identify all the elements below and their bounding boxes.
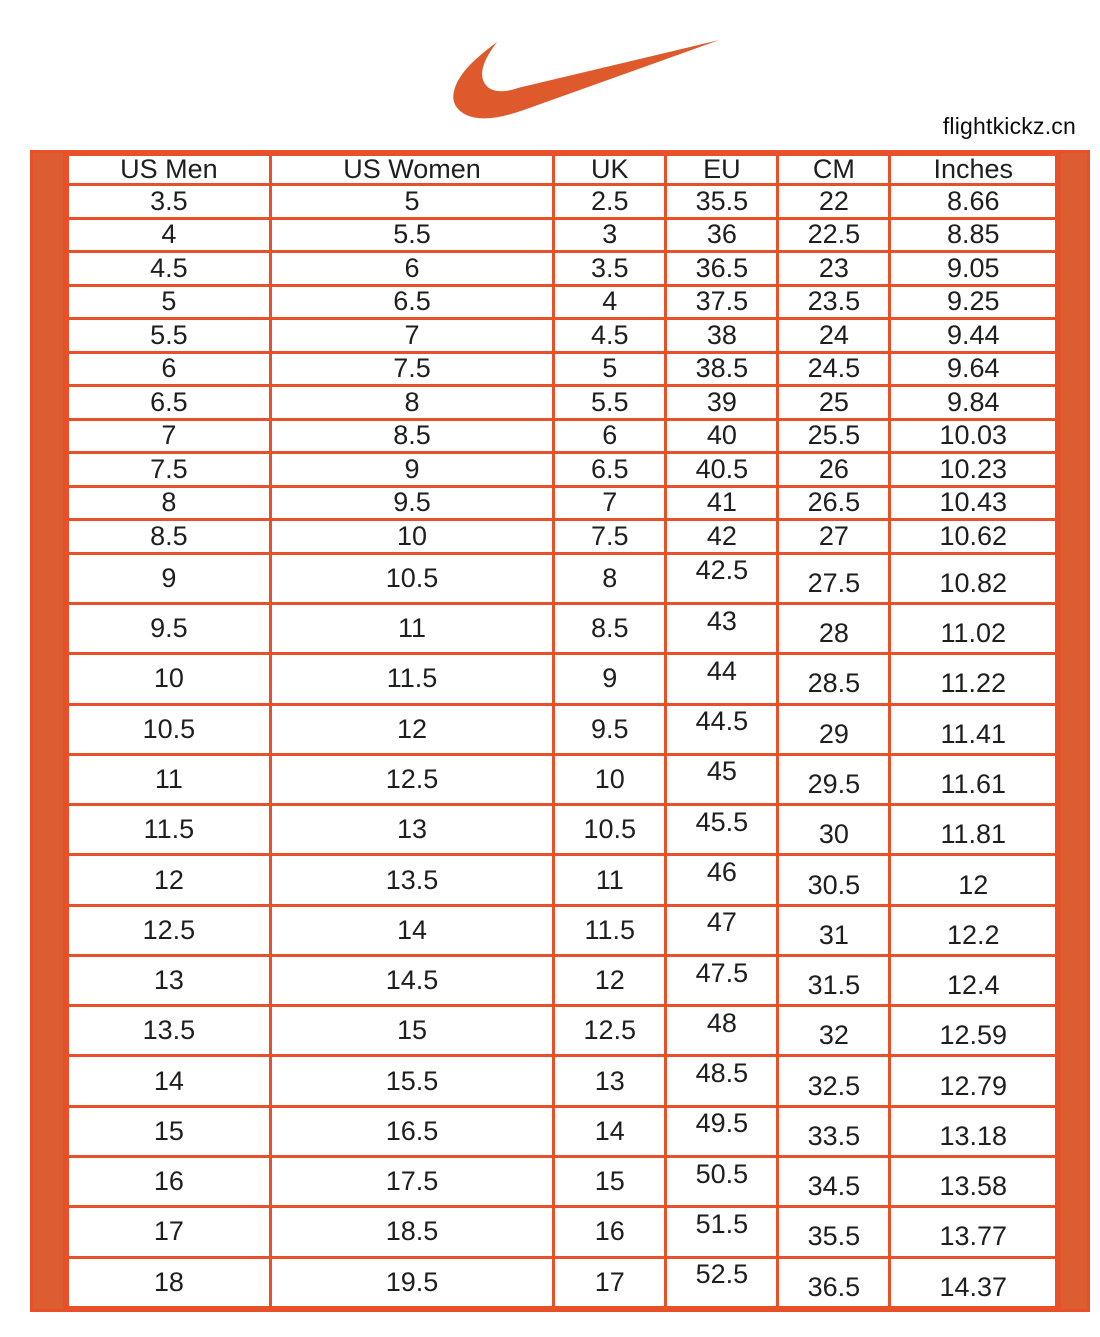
table-cell: 13 bbox=[270, 805, 553, 855]
table-cell: 6 bbox=[270, 252, 553, 286]
table-row bbox=[68, 285, 1057, 319]
table-cell: 5 bbox=[554, 352, 666, 386]
table-cell: 9.5 bbox=[554, 704, 666, 754]
table-cell: 3.5 bbox=[68, 185, 271, 219]
table-cell: 11 bbox=[68, 754, 271, 804]
table-cell: 10 bbox=[68, 654, 271, 704]
table-cell: 10 bbox=[270, 520, 553, 554]
table-row bbox=[68, 955, 1057, 1005]
table-cell: 24.5 bbox=[778, 352, 890, 386]
table-cell: 46 bbox=[666, 855, 778, 905]
table-cell: 10.5 bbox=[270, 553, 553, 603]
table-cell: 23.5 bbox=[778, 285, 890, 319]
table-cell: 12 bbox=[890, 855, 1057, 905]
table-cell: 15 bbox=[270, 1006, 553, 1056]
table-row bbox=[68, 905, 1057, 955]
table-cell: 42 bbox=[666, 520, 778, 554]
table-row bbox=[68, 1006, 1057, 1056]
table-cell: 19.5 bbox=[270, 1257, 553, 1307]
table-cell: 7 bbox=[554, 486, 666, 520]
table-cell: 13.77 bbox=[890, 1207, 1057, 1257]
table-cell: 52.5 bbox=[666, 1257, 778, 1307]
table-cell: 14 bbox=[554, 1106, 666, 1156]
table-cell: 22 bbox=[778, 185, 890, 219]
table-cell: 16 bbox=[554, 1207, 666, 1257]
table-cell: 34.5 bbox=[778, 1157, 890, 1207]
table-cell: 44.5 bbox=[666, 704, 778, 754]
table-cell: 35.5 bbox=[666, 185, 778, 219]
table-cell: 5 bbox=[270, 185, 553, 219]
table-cell: 4.5 bbox=[554, 319, 666, 353]
table-row bbox=[68, 654, 1057, 704]
nike-swoosh-logo bbox=[453, 27, 721, 119]
table-cell: 33.5 bbox=[778, 1106, 890, 1156]
table-cell: 23 bbox=[778, 252, 890, 286]
table-cell: 14 bbox=[270, 905, 553, 955]
table-row bbox=[68, 1207, 1057, 1257]
table-cell: 11.41 bbox=[890, 704, 1057, 754]
table-cell: 5.5 bbox=[68, 319, 271, 353]
table-row bbox=[68, 185, 1057, 219]
table-cell: 51.5 bbox=[666, 1207, 778, 1257]
table-row bbox=[68, 486, 1057, 520]
table-cell: 40.5 bbox=[666, 453, 778, 487]
column-header-eu: EU bbox=[666, 155, 778, 185]
table-cell: 45 bbox=[666, 754, 778, 804]
table-cell: 30 bbox=[778, 805, 890, 855]
table-cell: 13.18 bbox=[890, 1106, 1057, 1156]
table-cell: 13 bbox=[554, 1056, 666, 1106]
table-cell: 6.5 bbox=[270, 285, 553, 319]
column-header-cm: CM bbox=[778, 155, 890, 185]
table-cell: 27 bbox=[778, 520, 890, 554]
table-cell: 9.05 bbox=[890, 252, 1057, 286]
table-cell: 9.25 bbox=[890, 285, 1057, 319]
table-cell: 12.5 bbox=[68, 905, 271, 955]
table-cell: 43 bbox=[666, 603, 778, 653]
table-cell: 11 bbox=[554, 855, 666, 905]
table-cell: 7 bbox=[270, 319, 553, 353]
table-cell: 10.5 bbox=[68, 704, 271, 754]
table-cell: 9 bbox=[554, 654, 666, 704]
table-cell: 5 bbox=[68, 285, 271, 319]
table-cell: 41 bbox=[666, 486, 778, 520]
table-cell: 12.5 bbox=[270, 754, 553, 804]
table-cell: 36.5 bbox=[778, 1257, 890, 1307]
table-cell: 9.5 bbox=[270, 486, 553, 520]
table-row bbox=[68, 218, 1057, 252]
table-cell: 10 bbox=[554, 754, 666, 804]
table-cell: 25.5 bbox=[778, 419, 890, 453]
table-cell: 9.64 bbox=[890, 352, 1057, 386]
table-cell: 6.5 bbox=[68, 386, 271, 420]
table-cell: 3 bbox=[554, 218, 666, 252]
table-cell: 8 bbox=[270, 386, 553, 420]
table-cell: 13.5 bbox=[270, 855, 553, 905]
table-row bbox=[68, 1056, 1057, 1106]
table-cell: 6 bbox=[554, 419, 666, 453]
table-cell: 45.5 bbox=[666, 805, 778, 855]
table-cell: 8.5 bbox=[270, 419, 553, 453]
table-row bbox=[68, 252, 1057, 286]
table-cell: 39 bbox=[666, 386, 778, 420]
table-cell: 25 bbox=[778, 386, 890, 420]
table-cell: 7 bbox=[68, 419, 271, 453]
table-cell: 32.5 bbox=[778, 1056, 890, 1106]
table-cell: 18 bbox=[68, 1257, 271, 1307]
table-cell: 27.5 bbox=[778, 553, 890, 603]
table-cell: 5.5 bbox=[270, 218, 553, 252]
table-cell: 5.5 bbox=[554, 386, 666, 420]
column-header-uk: UK bbox=[554, 155, 666, 185]
table-cell: 29.5 bbox=[778, 754, 890, 804]
table-cell: 6 bbox=[68, 352, 271, 386]
table-row bbox=[68, 319, 1057, 353]
table-cell: 31 bbox=[778, 905, 890, 955]
table-cell: 26 bbox=[778, 453, 890, 487]
table-cell: 11.5 bbox=[270, 654, 553, 704]
table-row bbox=[68, 805, 1057, 855]
table-cell: 30.5 bbox=[778, 855, 890, 905]
table-cell: 50.5 bbox=[666, 1157, 778, 1207]
table-cell: 47.5 bbox=[666, 955, 778, 1005]
table-cell: 37.5 bbox=[666, 285, 778, 319]
table-cell: 9.44 bbox=[890, 319, 1057, 353]
table-cell: 2.5 bbox=[554, 185, 666, 219]
left-accent-bar bbox=[33, 153, 66, 1309]
size-chart-table-wrap bbox=[30, 150, 1090, 1312]
table-cell: 10.82 bbox=[890, 553, 1057, 603]
table-cell: 32 bbox=[778, 1006, 890, 1056]
table-cell: 17 bbox=[554, 1257, 666, 1307]
table-cell: 10.5 bbox=[554, 805, 666, 855]
table-cell: 3.5 bbox=[554, 252, 666, 286]
table-cell: 11.5 bbox=[554, 905, 666, 955]
table-cell: 9.84 bbox=[890, 386, 1057, 420]
table-cell: 11.22 bbox=[890, 654, 1057, 704]
table-cell: 14 bbox=[68, 1056, 271, 1106]
table-cell: 12.79 bbox=[890, 1056, 1057, 1106]
table-cell: 17.5 bbox=[270, 1157, 553, 1207]
table-cell: 12.59 bbox=[890, 1006, 1057, 1056]
table-cell: 16 bbox=[68, 1157, 271, 1207]
table-cell: 4.5 bbox=[68, 252, 271, 286]
table-row bbox=[68, 419, 1057, 453]
table-cell: 31.5 bbox=[778, 955, 890, 1005]
nike-swoosh-path bbox=[453, 40, 719, 118]
table-cell: 10.43 bbox=[890, 486, 1057, 520]
table-cell: 6.5 bbox=[554, 453, 666, 487]
table-cell: 14.5 bbox=[270, 955, 553, 1005]
table-cell: 4 bbox=[554, 285, 666, 319]
table-cell: 7.5 bbox=[270, 352, 553, 386]
table-cell: 11 bbox=[270, 603, 553, 653]
table-row bbox=[68, 520, 1057, 554]
column-header-inches: Inches bbox=[890, 155, 1057, 185]
table-cell: 35.5 bbox=[778, 1207, 890, 1257]
right-accent-bar bbox=[1058, 153, 1087, 1309]
table-cell: 28 bbox=[778, 603, 890, 653]
table-cell: 24 bbox=[778, 319, 890, 353]
table-cell: 16.5 bbox=[270, 1106, 553, 1156]
size-conversion-table bbox=[66, 153, 1058, 1309]
table-cell: 12.5 bbox=[554, 1006, 666, 1056]
table-cell: 12 bbox=[554, 955, 666, 1005]
table-cell: 40 bbox=[666, 419, 778, 453]
table-cell: 36.5 bbox=[666, 252, 778, 286]
table-row bbox=[68, 1157, 1057, 1207]
table-cell: 48 bbox=[666, 1006, 778, 1056]
table-cell: 10.23 bbox=[890, 453, 1057, 487]
table-cell: 15.5 bbox=[270, 1056, 553, 1106]
table-cell: 9.5 bbox=[68, 603, 271, 653]
table-cell: 10.03 bbox=[890, 419, 1057, 453]
table-cell: 13 bbox=[68, 955, 271, 1005]
table-row bbox=[68, 754, 1057, 804]
table-cell: 13.58 bbox=[890, 1157, 1057, 1207]
nike-swoosh-icon bbox=[453, 27, 721, 119]
table-row bbox=[68, 386, 1057, 420]
table-row bbox=[68, 453, 1057, 487]
table-cell: 11.5 bbox=[68, 805, 271, 855]
table-cell: 15 bbox=[554, 1157, 666, 1207]
table-cell: 49.5 bbox=[666, 1106, 778, 1156]
table-cell: 18.5 bbox=[270, 1207, 553, 1257]
table-cell: 12 bbox=[68, 855, 271, 905]
table-cell: 26.5 bbox=[778, 486, 890, 520]
column-header-us-men: US Men bbox=[68, 155, 271, 185]
table-cell: 22.5 bbox=[778, 218, 890, 252]
table-row bbox=[68, 603, 1057, 653]
table-cell: 12.2 bbox=[890, 905, 1057, 955]
table-row bbox=[68, 352, 1057, 386]
table-cell: 8.5 bbox=[554, 603, 666, 653]
table-cell: 42.5 bbox=[666, 553, 778, 603]
table-cell: 10.62 bbox=[890, 520, 1057, 554]
table-cell: 44 bbox=[666, 654, 778, 704]
table-cell: 38.5 bbox=[666, 352, 778, 386]
table-cell: 8.66 bbox=[890, 185, 1057, 219]
table-row bbox=[68, 855, 1057, 905]
table-cell: 13.5 bbox=[68, 1006, 271, 1056]
table-cell: 8 bbox=[68, 486, 271, 520]
table-cell: 36 bbox=[666, 218, 778, 252]
table-cell: 28.5 bbox=[778, 654, 890, 704]
table-row bbox=[68, 553, 1057, 603]
table-cell: 4 bbox=[68, 218, 271, 252]
table-cell: 17 bbox=[68, 1207, 271, 1257]
table-cell: 9 bbox=[68, 553, 271, 603]
table-cell: 47 bbox=[666, 905, 778, 955]
table-row bbox=[68, 1106, 1057, 1156]
table-cell: 29 bbox=[778, 704, 890, 754]
table-cell: 12.4 bbox=[890, 955, 1057, 1005]
table-cell: 11.02 bbox=[890, 603, 1057, 653]
table-row bbox=[68, 1257, 1057, 1307]
table-header-row bbox=[68, 155, 1057, 185]
column-header-us-women: US Women bbox=[270, 155, 553, 185]
table-cell: 8.5 bbox=[68, 520, 271, 554]
table-cell: 8 bbox=[554, 553, 666, 603]
table-cell: 11.61 bbox=[890, 754, 1057, 804]
table-cell: 14.37 bbox=[890, 1257, 1057, 1307]
table-row bbox=[68, 704, 1057, 754]
table-cell: 12 bbox=[270, 704, 553, 754]
website-label: flightkickz.cn bbox=[942, 113, 1076, 139]
table-cell: 48.5 bbox=[666, 1056, 778, 1106]
table-cell: 38 bbox=[666, 319, 778, 353]
table-cell: 8.85 bbox=[890, 218, 1057, 252]
table-cell: 7.5 bbox=[554, 520, 666, 554]
table-cell: 9 bbox=[270, 453, 553, 487]
table-cell: 15 bbox=[68, 1106, 271, 1156]
table-cell: 7.5 bbox=[68, 453, 271, 487]
table-cell: 11.81 bbox=[890, 805, 1057, 855]
